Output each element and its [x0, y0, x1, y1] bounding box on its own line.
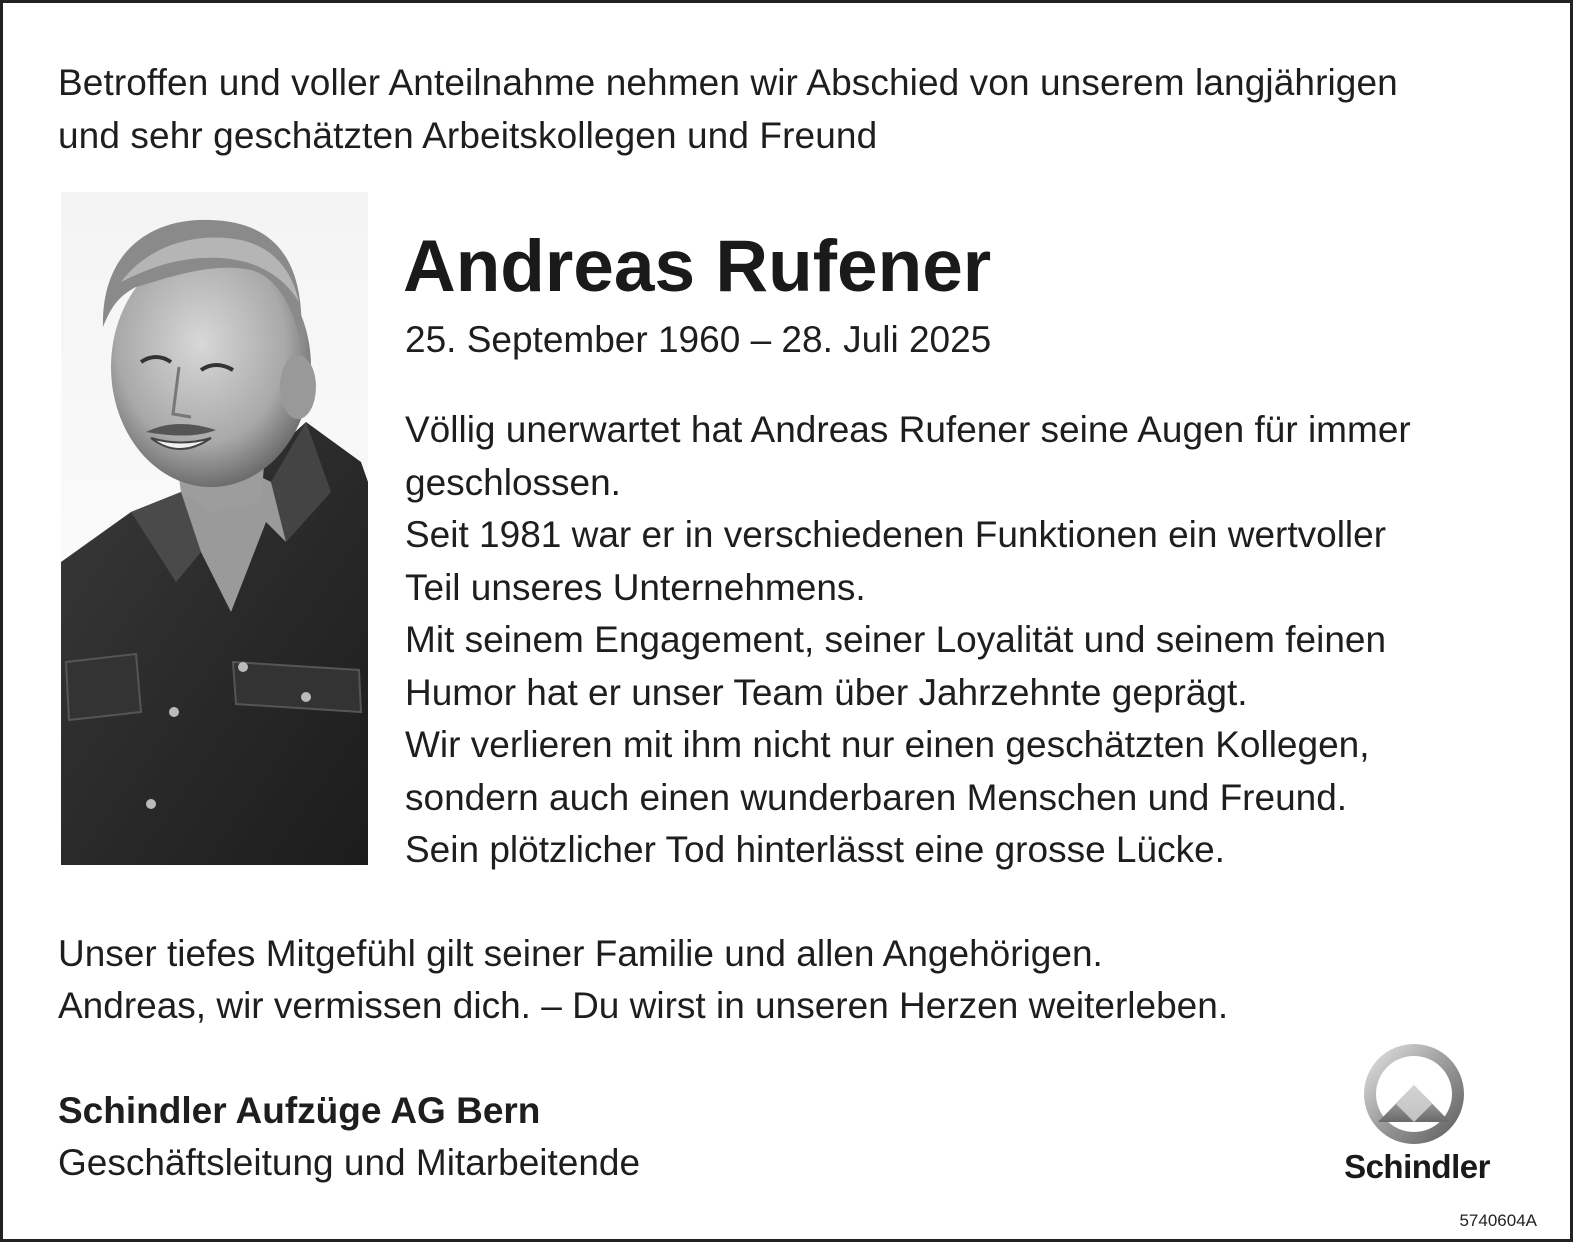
tribute-line: sondern auch einen wunderbaren Menschen und Freund. [405, 776, 1348, 818]
department-name: Geschäftsleitung und Mitarbeitende [58, 1142, 641, 1183]
tribute-line: geschlossen. [405, 461, 621, 503]
tribute-line: Teil unseres Unternehmens. [405, 566, 866, 608]
intro-text [58, 56, 1398, 162]
tribute-text [405, 404, 1411, 877]
tribute-line: Sein plötzlicher Tod hinterlässt eine grosse Lücke. [405, 829, 1225, 870]
closing-line: Andreas, wir vermissen dich. – Du wirst in unseren Herzen weiterleben. [58, 985, 1229, 1026]
tribute-line: Seit 1981 war er in verschiedenen Funktionen ein wertvoller [405, 514, 1387, 555]
portrait-photo [61, 192, 368, 865]
intro-line: Betroffen und voller Anteilnahme nehmen wir Abschied von unserem langjährigen [58, 62, 1398, 103]
closing-line: Unser tiefes Mitgefühl gilt seiner Familie und allen Angehörigen. [58, 933, 1103, 974]
life-dates: 25. September 1960 – 28. Juli 2025 [405, 319, 992, 360]
tribute-line: Mit seinem Engagement, seiner Loyalität und seinem feinen [405, 619, 1387, 660]
schindler-logo-text: Schindler [1344, 1148, 1490, 1185]
tribute-line: Humor hat er unser Team über Jahrzehnte geprägt. [405, 671, 1248, 713]
closing-text [58, 928, 1228, 1032]
tribute-line: Wir verlieren mit ihm nicht nur einen geschätzten Kollegen, [405, 724, 1370, 765]
tribute-line: Völlig unerwartet hat Andreas Rufener seine Augen für immer [405, 409, 1411, 450]
company-name: Schindler Aufzüge AG Bern [58, 1090, 541, 1131]
intro-line: und sehr geschätzten Arbeitskollegen und Freund [58, 115, 878, 156]
deceased-name: Andreas Rufener [403, 226, 992, 307]
reference-number: 5740604A [1459, 1211, 1537, 1230]
